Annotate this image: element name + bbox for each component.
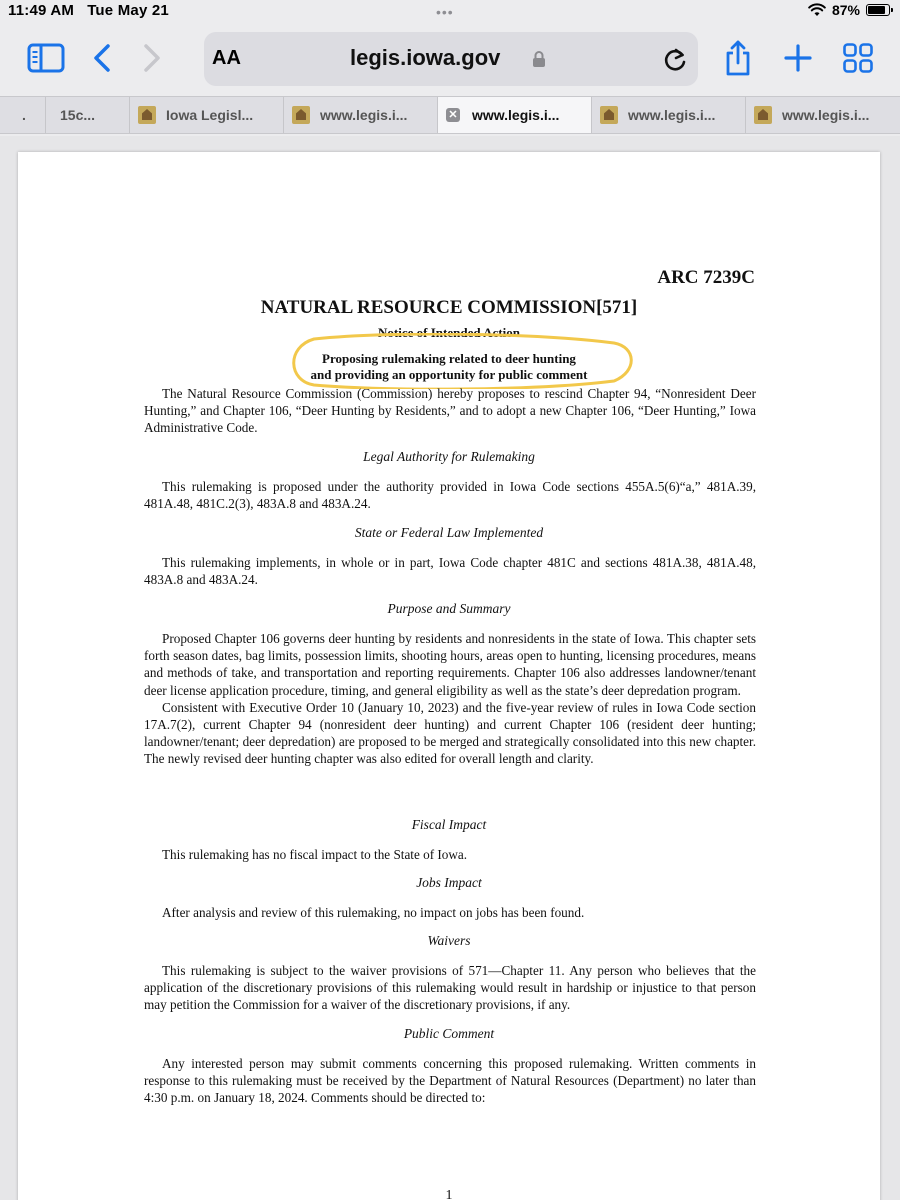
jobs-impact-heading: Jobs Impact	[416, 875, 482, 890]
arc-number: ARC 7239C	[657, 267, 755, 288]
tab-label: Iowa Legisl...	[166, 107, 254, 123]
tab-label: www.legis.i...	[320, 107, 408, 123]
law-implemented-heading: State or Federal Law Implemented	[354, 525, 544, 540]
status-time-date: 11:49 AM Tue May 21	[8, 2, 169, 19]
sidebar-icon[interactable]	[26, 38, 66, 78]
tab-label: www.legis.i...	[628, 107, 716, 123]
tab-5[interactable]	[592, 97, 746, 133]
multitasking-dots[interactable]: •••	[436, 4, 454, 20]
tab-overview-icon[interactable]	[838, 38, 878, 78]
tab-label: 15c...	[60, 107, 96, 123]
legal-authority-text: This rulemaking is proposed under the authority provided in Iowa Code sections 455A.5(6)“a,” 481A.39, 481A.48, 481C.2(3), 483A.8 and 483A.24.	[144, 479, 756, 512]
new-tab-icon[interactable]	[778, 38, 818, 78]
purpose-heading: Purpose and Summary	[387, 601, 511, 616]
fiscal-impact-heading: Fiscal Impact	[411, 817, 487, 832]
purpose-text: Proposed Chapter 106 governs deer hunting by residents and nonresidents in the state of Iowa. This chapter sets forth season dates, bag limits, possession limits, shooting hours, areas open to hunting, licensing procedures, means and methods of take, and transportation and reporting requirements. Chapter 106 also addresses landowner/tenant deer license application procedure, timing, and general eligibility as well as the state’s deer depredation program. Consistent with Executive Order 10 (January 10, 2023) and the five-year review of rules in Iowa Code section 17A.7(2), current Chapter 94 (nonresident deer hunting) and current Chapter 106 (resident deer hunting; landowner/tenant; deer depredation) are proposed to be merged and strategically consolidated into this new chapter. The newly revised deer hunting chapter was also edited for overall length and clarity.	[144, 631, 756, 767]
reload-icon[interactable]	[662, 45, 688, 73]
back-icon[interactable]	[82, 38, 122, 78]
waivers-text: This rulemaking is subject to the waiver provisions of 571—Chapter 11. Any person who believes that the application of the discretionary provisions of this rulemaking would result in hardship or injustice to that person may petition the Commission for a waiver of the discretionary provisions, if any.	[144, 963, 756, 1013]
document-page	[18, 152, 880, 1200]
agency-title: NATURAL RESOURCE COMMISSION[571]	[260, 297, 638, 318]
tab-label: www.legis.i...	[782, 107, 870, 123]
status-indicators	[808, 2, 890, 18]
notice-type: Notice of Intended Action	[378, 325, 520, 340]
jobs-impact-text: After analysis and review of this rulemaking, no impact on jobs has been found.	[162, 905, 585, 920]
public-comment-text: Any interested person may submit comments concerning this proposed rulemaking. Written comments in response to this rulemaking must be received by the Department of Natural Resources (Department) no later than 4:30 p.m. on January 18, 2024. Comments should be directed to:	[144, 1056, 756, 1106]
battery-icon	[866, 4, 890, 16]
tab-label: www.legis.i...	[472, 107, 560, 123]
iowa-capitol-favicon-icon	[292, 106, 310, 124]
proposing-line-1: Proposing rulemaking related to deer hunting	[322, 351, 576, 366]
proposing-line-2: and providing an opportunity for public comment	[310, 367, 588, 382]
text-size-button[interactable]: AA	[212, 47, 241, 69]
status-bar	[0, 0, 900, 24]
iowa-capitol-favicon-icon	[754, 106, 772, 124]
browser-toolbar	[0, 24, 900, 94]
iowa-capitol-favicon-icon	[138, 106, 156, 124]
proposing-statement	[18, 351, 880, 383]
tab-1[interactable]	[46, 97, 130, 133]
page-number: 1	[445, 1188, 453, 1200]
law-implemented-text: This rulemaking implements, in whole or in part, Iowa Code chapter 481C and sections 481A.38, 481A.48, 483A.8 and 483A.24.	[144, 555, 756, 588]
tab-bar	[0, 96, 900, 134]
lock-icon	[532, 50, 546, 68]
legal-authority-heading: Legal Authority for Rulemaking	[363, 449, 535, 464]
intro-paragraph: The Natural Resource Commission (Commission) hereby proposes to rescind Chapter 94, “Nonresident Deer Hunting,” and Chapter 106, “Deer Hunting by Residents,” and to adopt a new Chapter 106, “Deer Hunting,” Iowa Administrative Code.	[144, 386, 756, 436]
iowa-capitol-favicon-icon	[600, 106, 618, 124]
waivers-heading: Waivers	[427, 933, 471, 948]
wifi-icon	[808, 3, 826, 17]
forward-icon[interactable]	[132, 38, 172, 78]
close-tab-icon[interactable]: ✕	[446, 108, 460, 122]
fiscal-impact-text: This rulemaking has no fiscal impact to the State of Iowa.	[162, 847, 468, 862]
tab-active[interactable]	[438, 97, 592, 133]
battery-percent: 87%	[831, 2, 860, 18]
address-bar[interactable]	[204, 32, 698, 86]
tab-partial[interactable]: .	[0, 97, 46, 133]
tab-3[interactable]	[284, 97, 438, 133]
public-comment-heading: Public Comment	[403, 1026, 495, 1041]
tab-6[interactable]	[746, 97, 900, 133]
share-icon[interactable]	[718, 38, 758, 78]
pdf-viewer[interactable]	[0, 136, 900, 1200]
tab-2[interactable]	[130, 97, 284, 133]
url-text[interactable]: legis.iowa.gov	[350, 45, 501, 70]
